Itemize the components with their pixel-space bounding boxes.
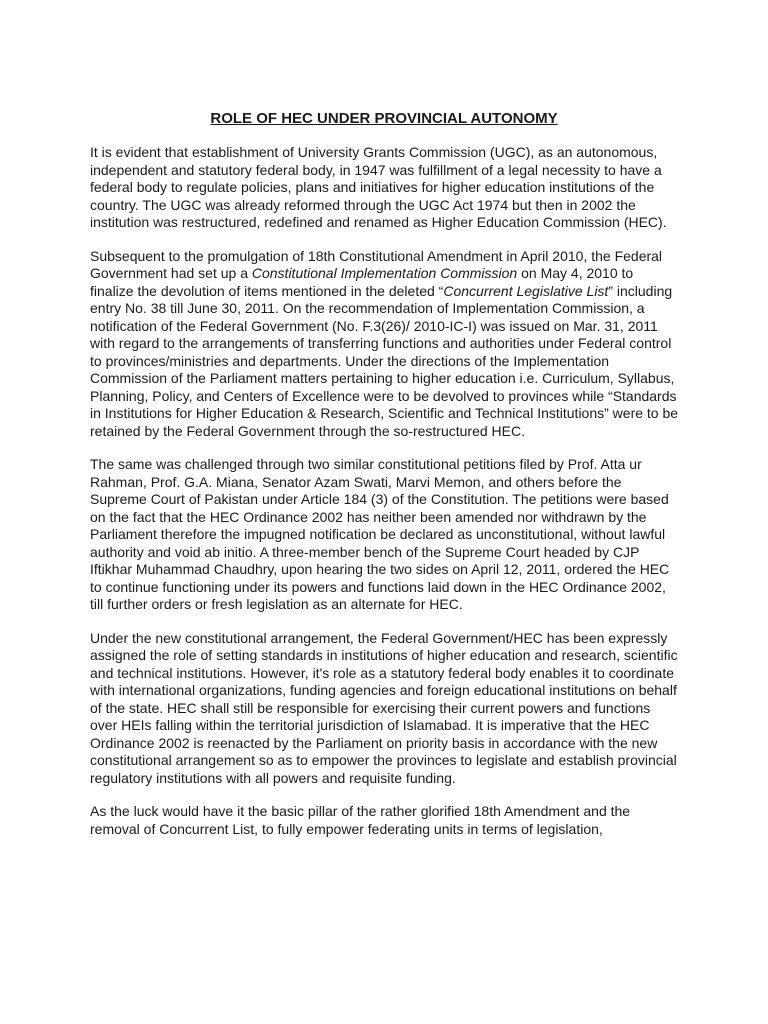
text-run: Subsequent to the promulgation of 18th Constitutional Amendment in April 2010, the Federal Government had set up a — [90, 247, 663, 281]
paragraph-petitions: The same was challenged through two similar constitutional petitions filed by Prof. Atta ur Rahman, Prof. G.A. Miana, Senator Azam Swati, Marvi Memon, and others before the Supreme Court of Pakistan under Article 184 (3) of the Constitution. The petitions were based on the fact that the HEC Ordinance 2002 has neither been amended nor withdrawn by the Parliament therefore the impugned notification be declared as unconstitutional, without lawful authority and void ab initio. A three-member bench of the Supreme Court headed by CJP Iftikhar Muhammad Chaudhry, upon hearing the two sides on April 12, 2011, ordered the HEC to continue functioning under its powers and functions laid down in the HEC Ordinance 2002, till further orders or fresh legislation as an alternate for HEC. — [90, 456, 670, 612]
paragraph-new-arrangement: Under the new constitutional arrangement, the Federal Government/HEC has been expressly assigned the role of setting standards in institutions of higher education and research, scientific and technical institutions. However, it's role as a statutory federal body enables it to coordinate with international organizations, funding agencies and foreign educational institutions on behalf of the state. HEC shall still be responsible for exercising their current powers and functions over HEIs falling within the territorial jurisdiction of Islamabad. It is imperative that the HEC Ordinance 2002 is reenacted by the Parliament on priority basis in accordance with the new constitutional arrangement so as to empower the provinces to legislate and establish provincial regulatory institutions with all powers and requisite funding. — [90, 629, 678, 786]
paragraph-ugc-history: It is evident that establishment of University Grants Commission (UGC), as an autonomous, independent and statutory federal body, in 1947 was fulfillment of a legal necessity to have a federal body to regulate policies, plans and initiatives for higher education institutions of the country. The UGC was already reformed through the UGC Act 1974 but then in 2002 the institution was restructured, redefined and renamed as Higher Education Commission (HEC). — [90, 144, 667, 230]
paragraph-devolution — [90, 248, 680, 441]
document-body — [90, 144, 680, 854]
italic-term-commission: Constitutional Implementation Commission — [251, 265, 518, 281]
text-run: ” including entry No. 38 till June 30, 2011. On the recommendation of Implementation Commission, a notification of the Federal Government (No. F.3(26)/ 2010-IC-I) was issued on Mar. 31, 2011 with regard to the arrangements of transferring functions and authorities under Federal control to provinces/ministries and departments. Under the directions of the Implementation Commission of the Parliament matters pertaining to higher education i.e. Curriculum, Syllabus, Planning, Policy, and Centers of Excellence were to be devolved to provinces while “Standards in Institutions for Higher Education & Research, Scientific and Technical Institutions” were to be retained by the Federal Government through the so-restructured HEC. — [90, 282, 679, 439]
text-run: on May 4, 2010 to finalize the devolution of items mentioned in the deleted “ — [90, 265, 634, 299]
page-title: ROLE OF HEC UNDER PROVINCIAL AUTONOMY — [210, 110, 558, 127]
italic-term-concurrent-list: Concurrent Legislative List — [443, 282, 609, 299]
paragraph-18th-amendment: As the luck would have it the basic pillar of the rather glorified 18th Amendment and the removal of Concurrent List, to fully empower federating units in terms of legislation, — [90, 803, 631, 837]
